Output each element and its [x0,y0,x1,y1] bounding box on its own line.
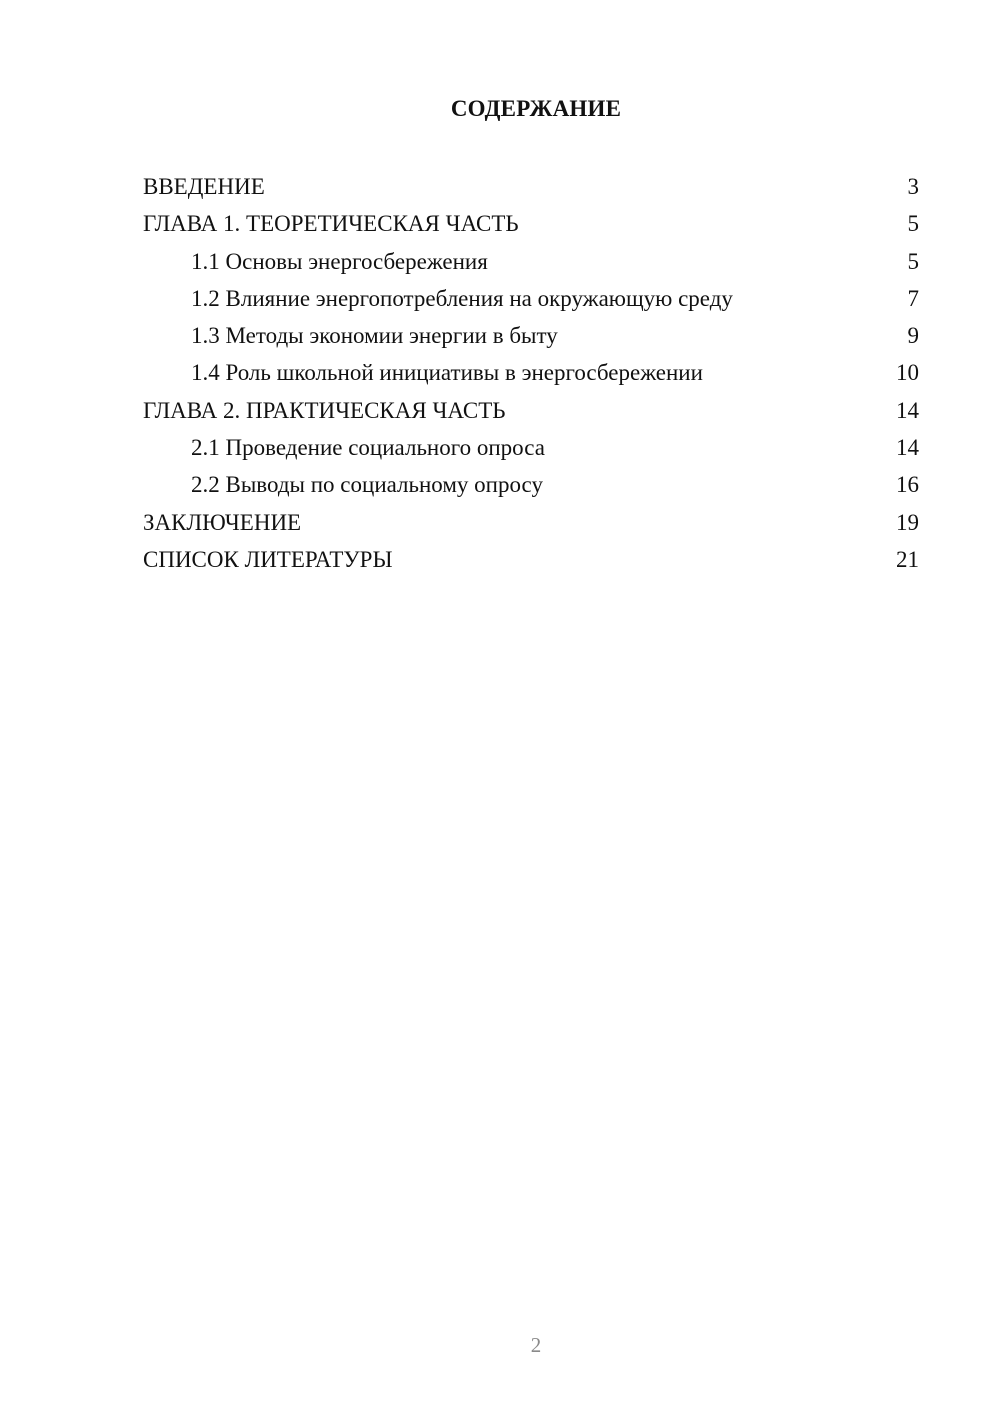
toc-item-chapter-1[interactable] [143,205,919,242]
toc-item-page: 14 [896,435,919,461]
toc-item-chapter-2[interactable] [143,392,919,429]
toc-item-page: 14 [896,397,919,423]
toc-item-page: 9 [907,323,919,349]
toc-item-page: 5 [907,211,919,237]
toc-item-section-2-2[interactable] [143,466,919,503]
toc-item-label: 2.1 Проведение социального опроса [191,435,545,461]
toc-item-section-2-1[interactable] [143,429,919,466]
page-number: 2 [530,1333,542,1357]
toc-item-page: 10 [896,360,919,386]
toc-item-label: 1.2 Влияние энергопотребления на окружающую среду [191,285,733,311]
page-title: СОДЕРЖАНИЕ [450,96,622,121]
toc-item-page: 5 [907,248,919,274]
toc-item-page: 3 [907,174,919,199]
toc-item-label: СПИСОК ЛИТЕРАТУРЫ [143,546,393,572]
toc-item-label: 1.1 Основы энергосбережения [191,248,488,274]
toc-item-introduction[interactable] [143,168,919,205]
toc-item-label: ГЛАВА 1. ТЕОРЕТИЧЕСКАЯ ЧАСТЬ [143,211,519,237]
toc-item-label: 1.3 Методы экономии энергии в быту [191,323,558,349]
toc-item-label: ВВЕДЕНИЕ [143,174,265,199]
toc-item-section-1-2[interactable] [143,280,919,317]
table-of-contents [143,168,919,578]
toc-item-label: 2.2 Выводы по социальному опросу [191,472,543,498]
toc-item-page: 19 [896,509,919,535]
toc-item-page: 7 [907,285,919,311]
toc-item-label: 1.4 Роль школьной инициативы в энергосбережении [191,360,703,386]
toc-item-page: 21 [896,546,919,572]
toc-item-label: ГЛАВА 2. ПРАКТИЧЕСКАЯ ЧАСТЬ [143,397,506,423]
toc-item-section-1-4[interactable] [143,354,919,391]
toc-item-section-1-1[interactable] [143,243,919,280]
toc-item-references[interactable] [143,541,919,578]
toc-item-conclusion[interactable] [143,504,919,541]
toc-item-page: 16 [896,472,919,498]
toc-item-section-1-3[interactable] [143,317,919,354]
toc-item-label: ЗАКЛЮЧЕНИЕ [143,509,302,535]
